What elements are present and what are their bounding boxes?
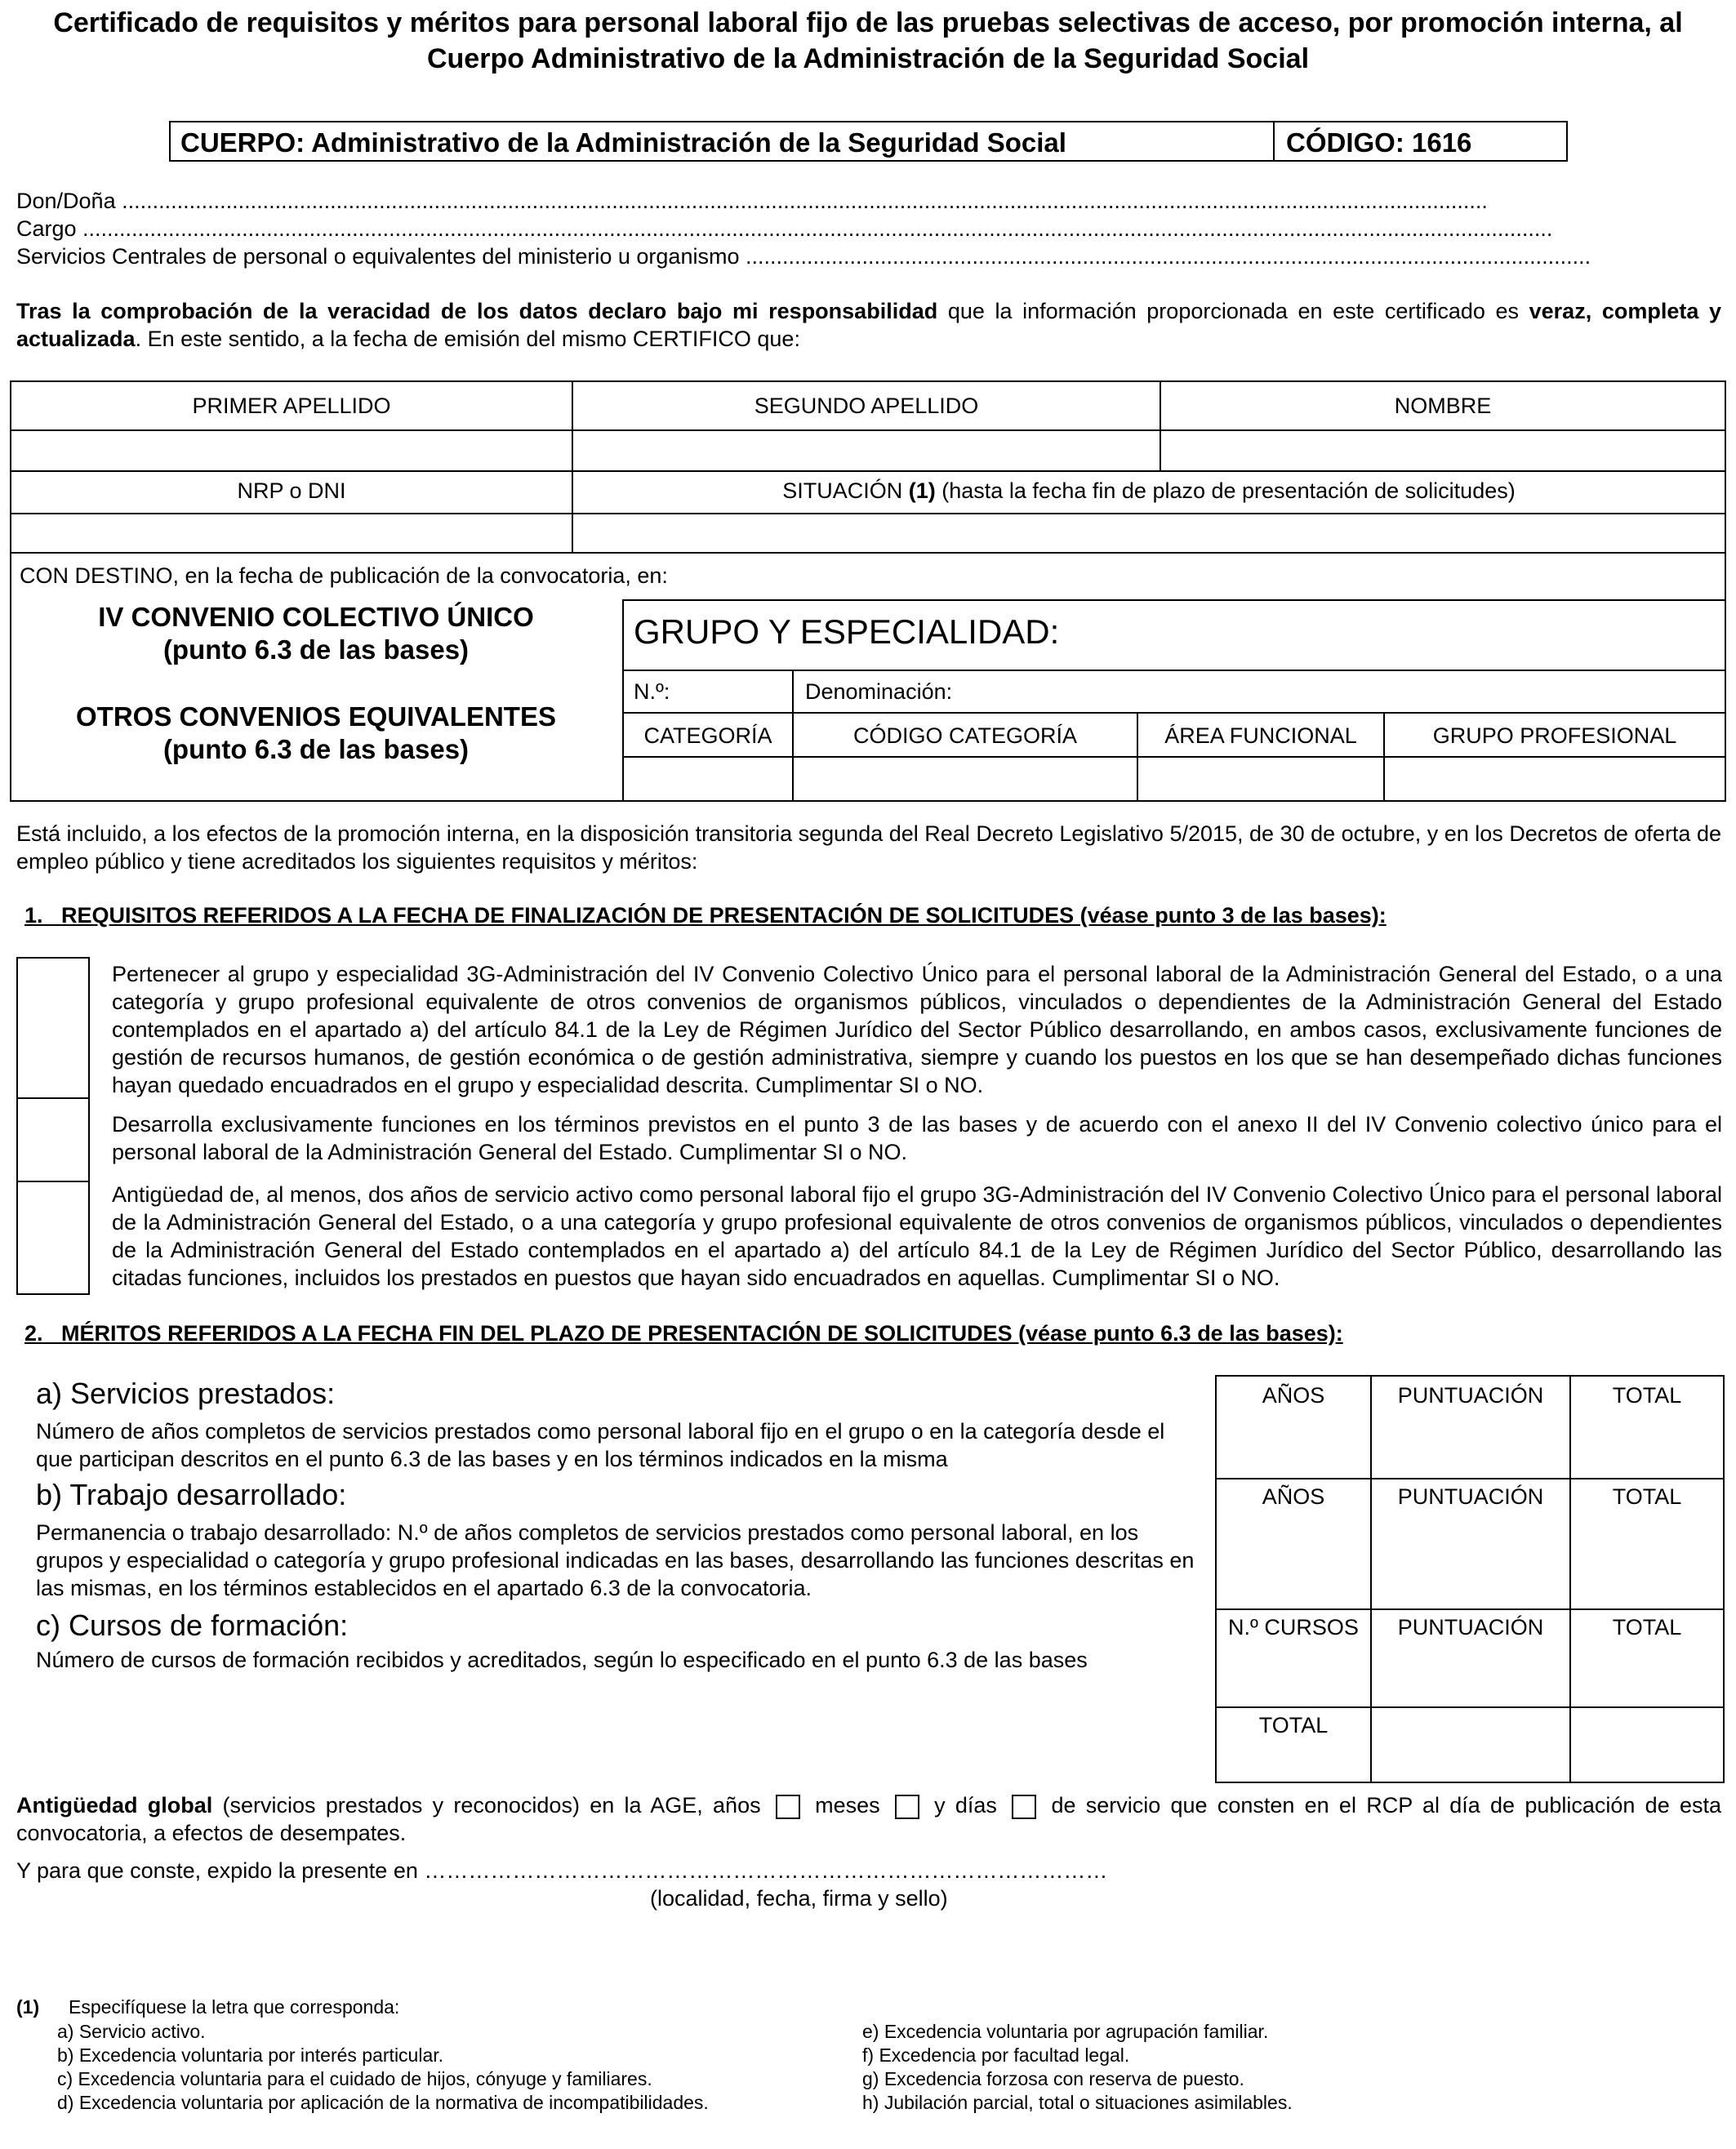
- input-codigo-categoria[interactable]: [794, 758, 1137, 800]
- cargo-field[interactable]: Cargo ................................................................................................................................................................................................................................................: [16, 216, 1553, 241]
- servicios-field[interactable]: Servicios Centrales de personal o equivalentes del ministerio u organismo ..........................................................................................................................................: [16, 244, 1591, 269]
- intro-paragraph: [16, 297, 1721, 353]
- header-categoria: CATEGORÍA: [643, 723, 772, 748]
- convenio-unico: [11, 601, 621, 666]
- situacion-label: SITUACIÓN: [782, 478, 909, 503]
- footnote-item-e: e) Excedencia voluntaria por agrupación familiar.: [862, 2021, 1269, 2042]
- section-2-title: MÉRITOS REFERIDOS A LA FECHA FIN DEL PLAZO DE PRESENTACIÓN DE SOLICITUDES (véase punto 6.3 de las bases):: [61, 1321, 1343, 1346]
- meses-checkbox[interactable]: [895, 1795, 919, 1819]
- intro-text-1: que la información proporcionada en este certificado es: [937, 299, 1529, 323]
- header-nombre: NOMBRE: [1394, 394, 1492, 418]
- header-puntuacion-a: PUNTUACIÓN: [1397, 1383, 1544, 1408]
- personal-data-table: [10, 380, 1726, 802]
- merito-c-text: Número de cursos de formación recibidos y acreditados, según lo especificado en el punto 6.3 de las bases: [36, 1648, 1088, 1672]
- footnote-item-f: f) Excedencia por facultad legal.: [862, 2044, 1130, 2066]
- grupo-especialidad-title: GRUPO Y ESPECIALIDAD:: [634, 612, 1060, 651]
- otros-convenios-ref: (punto 6.3 de las bases): [162, 734, 470, 764]
- input-nombre[interactable]: [1161, 431, 1725, 470]
- section-1-title: REQUISITOS REFERIDOS A LA FECHA DE FINALIZACIÓN DE PRESENTACIÓN DE SOLICITUDES (véase punto 3 de las bases):: [61, 903, 1387, 928]
- incluido-paragraph: Está incluido, a los efectos de la promoción interna, en la disposición transitoria segunda del Real Decreto Legislativo 5/2015, de 30 de octubre, y en los Decretos de oferta de empleo público y tiene acreditados los siguientes requisitos y méritos:: [16, 821, 1721, 874]
- numero-label: N.º:: [634, 679, 670, 704]
- header-total-a: TOTAL: [1612, 1383, 1682, 1408]
- input-total-puntuacion[interactable]: [1372, 1708, 1569, 1782]
- header-total-b: TOTAL: [1612, 1484, 1682, 1509]
- convenio-unico-title: IV CONVENIO COLECTIVO ÚNICO: [98, 602, 534, 632]
- input-nrp[interactable]: [11, 514, 572, 552]
- otros-convenios: [11, 701, 621, 766]
- requisito-1-text: Pertenecer al grupo y especialidad 3G-Administración del IV Convenio Colectivo Único para el personal laboral de la Administración General del Estado, o a una categoría y grupo profesional equivalente de otros convenios de organismos públicos, vinculados o dependientes de la Administración General del Estado contemplados en el apartado a) del artículo 84.1 de la Ley de Régimen Jurídico del Sector Público desarrollando, en ambos casos, exclusivamente funciones de gestión de recursos humanos, de gestión económica o de gestión administrativa, siempre y cuando los puestos en los que se han desempeñado dichas funciones hayan quedado encuadrados en el grupo y especialidad descrita. Cumplimentar SI o NO.: [112, 962, 1722, 1097]
- firma-label: (localidad, fecha, firma y sello): [650, 1886, 948, 1911]
- footnote-intro: Especifíquese la letra que corresponda:: [69, 1996, 400, 2018]
- anos-checkbox[interactable]: [776, 1795, 800, 1819]
- header-area-funcional: ÁREA FUNCIONAL: [1164, 723, 1357, 748]
- con-destino-label: CON DESTINO, en la fecha de publicación de la convocatoria, en:: [20, 563, 668, 588]
- header-codigo-categoria: CÓDIGO CATEGORÍA: [852, 723, 1078, 748]
- page-title: Certificado de requisitos y méritos para personal laboral fijo de las pruebas selectivas de acceso, por promoción interna, al Cuerpo Administrativo de la Administración de la Seguridad Social: [53, 7, 1683, 74]
- input-grupo-profesional[interactable]: [1385, 758, 1725, 800]
- intro-text-2: . En este sentido, a la fecha de emisión del mismo CERTIFICO que:: [135, 327, 800, 351]
- input-area-funcional[interactable]: [1138, 758, 1383, 800]
- score-table: [1215, 1375, 1725, 1783]
- footnote-mark: [16, 1996, 39, 2019]
- header-segundo-apellido: SEGUNDO APELLIDO: [754, 394, 979, 418]
- header-puntuacion-c: PUNTUACIÓN: [1397, 1615, 1544, 1640]
- header-situacion: [573, 478, 1725, 504]
- merito-b-text: Permanencia o trabajo desarrollado: N.º de años completos de servicios prestados como personal laboral, en los grupos y especialidad o categoría y grupo profesional indicadas en las bases, desarrollando las funciones descritas en las mismas, en los términos establecidos en el apartado 6.3 de la convocatoria.: [36, 1520, 1195, 1600]
- merito-a-text: Número de años completos de servicios prestados como personal laboral fijo en el grupo o en la categoría desde el que participan descritos en el punto 6.3 de las bases y en los términos indicados en la misma: [36, 1419, 1165, 1471]
- footnote-item-a: a) Servicio activo.: [57, 2021, 206, 2042]
- footnote-right-list: [862, 2020, 1293, 2115]
- input-total-final[interactable]: [1571, 1708, 1723, 1782]
- requisito-1-checkbox[interactable]: [16, 957, 90, 1099]
- merito-a-title: a) Servicios prestados:: [36, 1377, 336, 1410]
- section-1-number: 1.: [24, 903, 43, 928]
- footnote-item-h: h) Jubilación parcial, total o situaciones asimilables.: [862, 2092, 1293, 2113]
- expido-line[interactable]: Y para que conste, expido la presente en …………………………………………………………………………………: [16, 1858, 1108, 1883]
- denominacion-label: Denominación:: [805, 679, 953, 704]
- header-nrp: NRP o DNI: [237, 478, 346, 503]
- header-puntuacion-b: PUNTUACIÓN: [1397, 1484, 1544, 1509]
- input-primer-apellido[interactable]: [11, 431, 572, 470]
- footnote-item-c: c) Excedencia voluntaria para el cuidado de hijos, cónyuge y familiares.: [57, 2068, 652, 2089]
- antiguedad-text-3: y días: [924, 1793, 1008, 1818]
- convenio-unico-ref: (punto 6.3 de las bases): [162, 634, 470, 665]
- antiguedad-text-1: (servicios prestados y reconocidos) en la AGE, años: [212, 1793, 771, 1818]
- codigo-label: CÓDIGO: 1616: [1286, 127, 1472, 158]
- total-row-label: TOTAL: [1258, 1713, 1329, 1737]
- dias-checkbox[interactable]: [1012, 1795, 1036, 1819]
- header-anos-a: AÑOS: [1262, 1383, 1325, 1408]
- intro-bold-1: Tras la comprobación de la veracidad de los datos declaro bajo mi responsabilidad: [16, 299, 938, 323]
- input-categoria[interactable]: [624, 758, 792, 800]
- footnote-ref: (1): [16, 1996, 40, 2018]
- section-2-number: 2.: [24, 1321, 43, 1346]
- input-situacion[interactable]: [573, 514, 1725, 552]
- antiguedad-text-2: meses: [804, 1793, 890, 1818]
- merito-b-title: b) Trabajo desarrollado:: [36, 1478, 347, 1511]
- situacion-footnote-ref: (1): [908, 478, 936, 503]
- intro-bold-2: veraz, completa y actualizada: [16, 299, 1721, 351]
- antiguedad-text-4: de servicio que consten en el RCP al día de publicación de esta convocatoria, a efectos de desempates.: [16, 1793, 1721, 1845]
- footnote-item-g: g) Excedencia forzosa con reserva de puesto.: [862, 2068, 1244, 2089]
- antiguedad-bold: Antigüedad global: [16, 1793, 213, 1818]
- header-grupo-profesional: GRUPO PROFESIONAL: [1432, 723, 1677, 748]
- footnote-left-list: [57, 2020, 709, 2115]
- cuerpo-box: [169, 121, 1568, 162]
- section-1-heading: [24, 903, 1387, 928]
- otros-convenios-title: OTROS CONVENIOS EQUIVALENTES: [76, 701, 556, 732]
- section-2-heading: [24, 1321, 1343, 1346]
- requisito-3-checkbox[interactable]: [16, 1181, 90, 1295]
- footnote-item-b: b) Excedencia voluntaria por interés particular.: [57, 2044, 444, 2066]
- requisito-2-checkbox[interactable]: [16, 1097, 90, 1182]
- situacion-note: (hasta la fecha fin de plazo de presentación de solicitudes): [935, 478, 1516, 503]
- header-anos-b: AÑOS: [1262, 1484, 1325, 1509]
- cuerpo-label: CUERPO: Administrativo de la Administración de la Seguridad Social: [180, 127, 1066, 158]
- input-segundo-apellido[interactable]: [573, 431, 1160, 470]
- antiguedad-paragraph: [16, 1791, 1721, 1847]
- header-total-c: TOTAL: [1612, 1615, 1682, 1640]
- header-primer-apellido: PRIMER APELLIDO: [192, 394, 391, 418]
- don-field[interactable]: Don/Doña ...............................................................................................................................................................................................................................: [16, 189, 1488, 213]
- merito-c-title: c) Cursos de formación:: [36, 1608, 349, 1642]
- header-cursos-c: N.º CURSOS: [1228, 1615, 1359, 1640]
- requisito-3-text: Antigüedad de, al menos, dos años de servicio activo como personal laboral fijo el grupo 3G-Administración del IV Convenio Colectivo Único para el personal laboral de la Administración General del Estado, o a una categoría y grupo profesional equivalente de otros convenios de organismos públicos, vinculados o dependientes de la Administración General del Estado contemplados en el apartado a) del artículo 84.1 de la Ley de Régimen Jurídico del Sector Público, desarrollando las citadas funciones, incluidos los prestados en puestos que hayan sido encuadrados en aquellas. Cumplimentar SI o NO.: [112, 1182, 1722, 1290]
- footnote-item-d: d) Excedencia voluntaria por aplicación de la normativa de incompatibilidades.: [57, 2092, 709, 2113]
- requisito-2-text: Desarrolla exclusivamente funciones en los términos previstos en el punto 3 de las bases y de acuerdo con el anexo II del IV Convenio colectivo único para el personal laboral de la Administración General del Estado. Cumplimentar SI o NO.: [112, 1112, 1722, 1164]
